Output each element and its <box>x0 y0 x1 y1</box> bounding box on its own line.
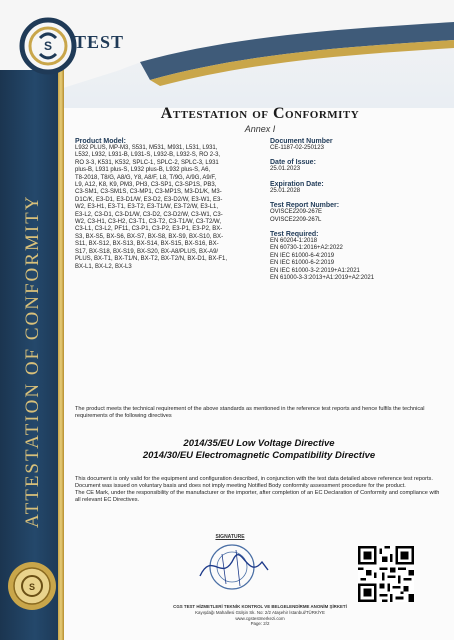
requirements-statement: The product meets the technical requirement of the above standards as mentioned in the reference test reports and hence fulfils the technical requirements of the following directives <box>75 406 425 419</box>
expiration-date-value: 25.01.2028 <box>270 187 301 194</box>
product-model-line: PLUS, BX-T1, BX-T1/N, BX-T2, BX-T2/N, BX-D1, BX-F1, <box>75 256 228 263</box>
qr-code-icon <box>358 546 414 602</box>
product-model-line: L532, L932, L931-B, L931-S, L932-B, L932-S, RO 2-3, <box>75 152 221 159</box>
signature-stamp-icon <box>192 540 272 594</box>
validity-statement: This document is only valid for the equipment and configuration described, in conjunction with the test data detailed above reference test reports. Document was issued on voluntary basis and does not imply meeting Notified Body conformity assessment procedure for the product. <box>75 476 433 489</box>
test-required-value: EN IEC 61000-3-2:2019+A1:2021 <box>270 267 360 274</box>
product-model-line: plus-B, L931 plus-S, L932 plus-B, L932 plus-S, A6, <box>75 167 211 174</box>
product-model-line: C3-L1, C3-L2, PF11, C3-P1, C3-P2, E3-P1, E3-P2, BX- <box>75 226 223 233</box>
test-required-value: EN 60730-1:2016+A2:2022 <box>270 245 343 252</box>
product-model-line: W2, E3-H1, E3-T1, E3-T2, E3-T1/W, E3-T2/W, E3-L1, <box>75 204 219 211</box>
expiration-date-label: Expiration Date: <box>270 180 324 188</box>
test-required-value: EN IEC 61000-6-4:2019 <box>270 252 335 259</box>
product-model-label: Product Model: <box>75 138 126 145</box>
signature-label: SIGNATURE <box>215 534 245 540</box>
test-required-value: EN IEC 61000-6-2:2019 <box>270 260 335 267</box>
product-model-line: E3-L2, C3-D1, C3-D1/W, C3-D2, C3-D2/W, C3-W1, C3- <box>75 211 223 218</box>
date-of-issue-value: 25.01.2023 <box>270 166 301 173</box>
directives-block <box>75 438 443 462</box>
document-number-value: CE-1187-02-250123 <box>270 145 324 151</box>
side-vertical-title <box>10 140 50 530</box>
expiration-date-block <box>270 181 440 195</box>
directive-emc: 2014/30/EU Electromagnetic Compatibility Directive <box>142 450 376 461</box>
test-required-value: EN 60204-1:2018 <box>270 238 318 245</box>
footer-page: Page: 2/2 <box>250 621 270 627</box>
product-model-section <box>75 138 260 271</box>
product-model-line: S11, BX-S12, BX-S13, BX-S14, BX-S15, BX-S16, BX- <box>75 241 219 248</box>
side-gold-stripe <box>58 70 64 640</box>
test-report-block <box>270 202 440 224</box>
cgs-logo-icon <box>18 16 78 76</box>
product-model-line: RO 3-3, K531, K532, SPLC-1, SPLC-2, SPLC-3, L931 <box>75 159 219 166</box>
test-required-value: EN 61000-3-3:2013+A1:2019+A2:2021 <box>270 275 375 282</box>
logo-wordmark: TEST <box>74 32 125 52</box>
test-report-label: Test Report Number: <box>270 202 340 210</box>
test-required-block <box>270 231 440 282</box>
validity-statement-block <box>75 476 443 504</box>
document-number-block <box>270 138 440 152</box>
certificate-title: Attestation of Conformity <box>160 105 360 122</box>
footer-website: www.cgstestmerkezi.com <box>235 615 285 621</box>
product-model-line: T8-2018, T8/G, A8/G, Y8, A8/F, L8, T/9G, A/9G, A9/F, <box>75 174 217 181</box>
test-required-label: Test Required: <box>270 231 319 239</box>
footer-address: Kayışdağı Mahallesi Gülşin Sk. No: 2/2 Ataşehir İstanbul/TÜRKİYE <box>195 609 325 615</box>
product-model-line: L9, A12, K8, K9, PM3, PH3, C3-SP1, C3-SP1S, PB3, <box>75 182 217 189</box>
product-model-line: W2, C3-H1, C3-H2, C3-T1, C3-T2, C3-T1/W, C3-T2/W, <box>75 219 222 226</box>
test-report-value: OVISCE2209-267E <box>270 209 323 216</box>
date-of-issue-label: Date of Issue: <box>270 159 316 167</box>
details-section <box>270 138 440 289</box>
document-number-label: Document Number <box>270 138 333 145</box>
svg-text:S: S <box>28 582 36 592</box>
product-model-line: L932 PLUS, MP-M3, S531, M531, M931, L531, L931, <box>75 145 218 151</box>
side-vertical-text: ATTESTATION OF CONFORMITY <box>22 194 43 528</box>
directive-lvd: 2014/35/EU Low Voltage Directive <box>183 438 335 449</box>
product-model-line: S17, BX-S18, BX-S19, BX-S20, BX-A8/PLUS, BX-A9/ <box>75 248 219 255</box>
product-model-line: S3, BX-S5, BX-S6, BX-S7, BX-S8, BX-S9, BX-S10, BX- <box>75 233 224 240</box>
product-model-list <box>75 145 260 271</box>
date-of-issue-block <box>270 159 440 173</box>
certificate-subtitle: Annex I <box>244 124 276 134</box>
product-model-line: BX-L1, BX-L2, BX-L3 <box>75 263 132 270</box>
footer <box>70 604 450 627</box>
cgs-seal-icon <box>6 560 58 612</box>
product-model-line: C3-SM1, C3-SM1S, C3-MP1, C3-MP1S, M3-D1/K, M3- <box>75 189 222 196</box>
footer-company: CGS TEST HİZMETLERİ TEKNİK KONTROL VE BELGELENDİRME ANONİM ŞİRKETİ <box>173 604 347 609</box>
test-report-value: OVISCE2209-267L <box>270 216 322 223</box>
ce-mark-statement: The CE Mark, under the responsibility of the manufacturer or the importer, after completion of an EC Declaration of Conformity and compliance with all relevant EC Directives. <box>75 490 440 503</box>
svg-text:S: S <box>43 39 53 53</box>
product-model-line: D1C/K, E3-D1, E3-D1/W, E3-D2, E3-D2/W, E3-W1, E3- <box>75 196 223 203</box>
